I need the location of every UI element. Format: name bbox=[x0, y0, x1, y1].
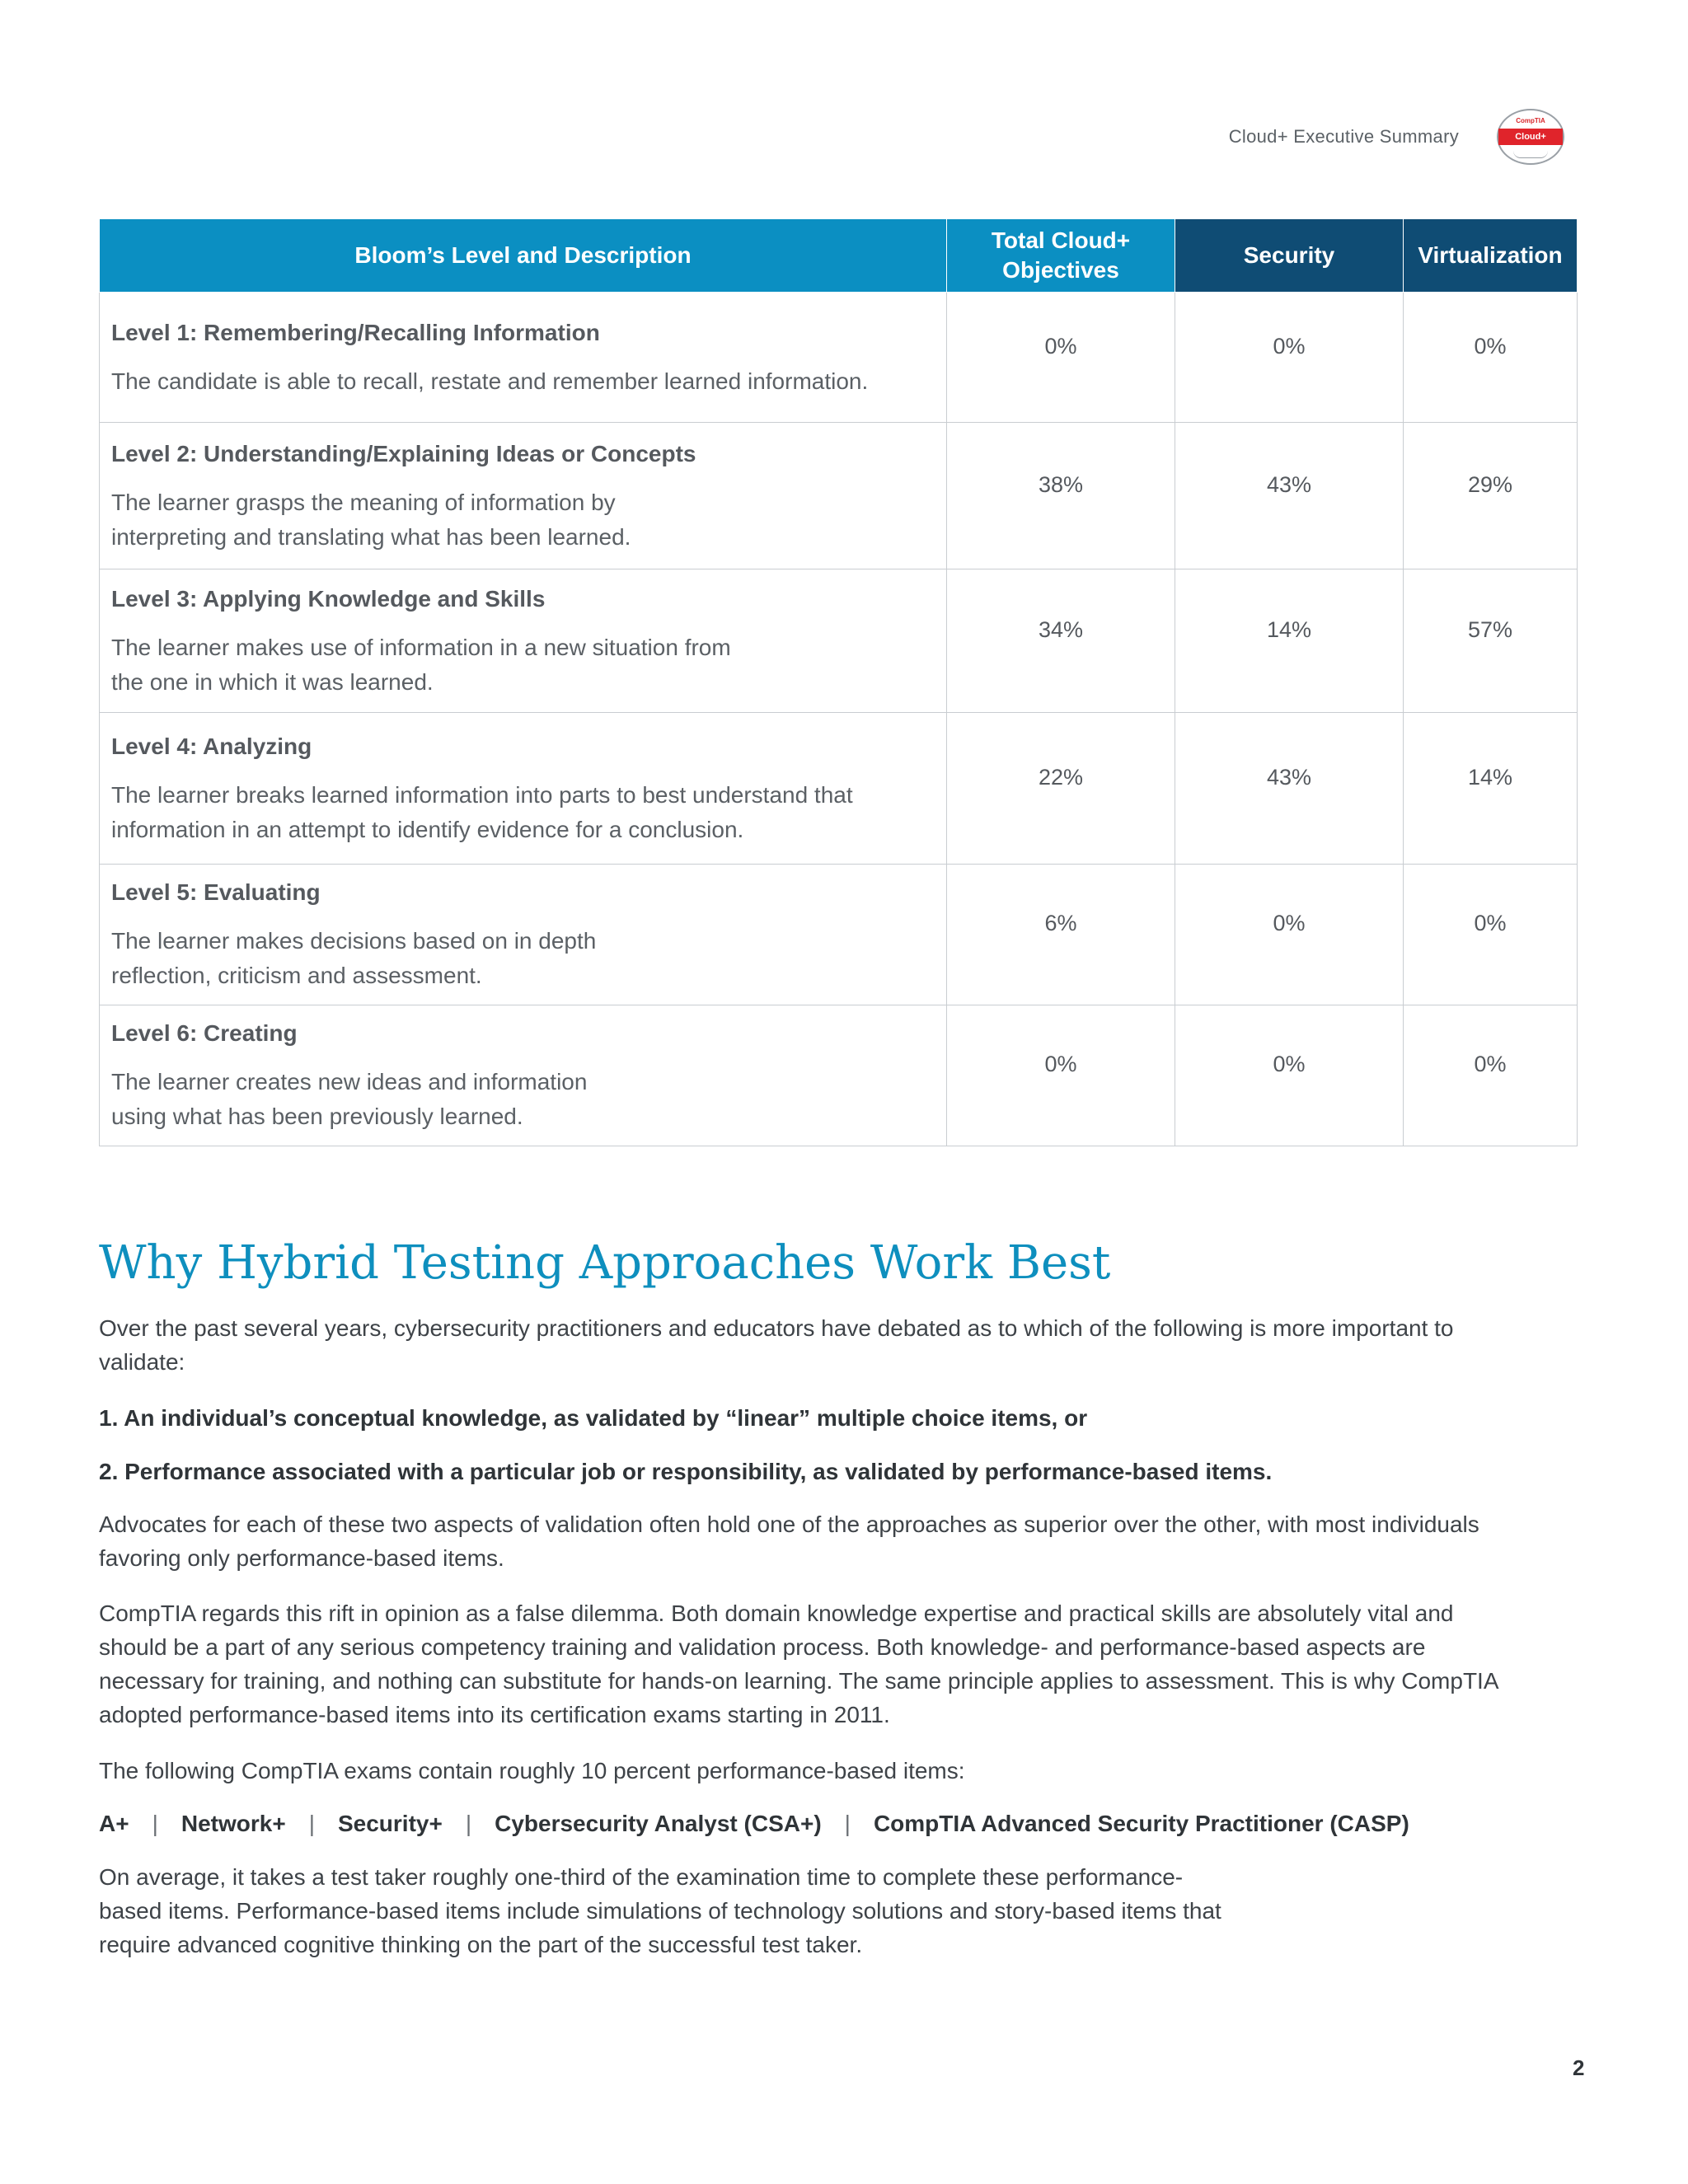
total-value: 6% bbox=[947, 865, 1175, 1005]
header-blooms-level: Bloom’s Level and Description bbox=[100, 219, 947, 293]
security-value: 43% bbox=[1175, 713, 1404, 865]
badge-top-text: CompTIA bbox=[1516, 117, 1545, 124]
paragraph-false-dilemma: CompTIA regards this rift in opinion as a false dilemma. Both domain knowledge expertise and practical skills are absolutely vital and should be a part of any serious competency training and validation process. Both knowledge- and performance-based aspects are necessary for training, and nothing can substitute for hands-on learning. The same principle applies to assessment. This is why CompTIA adopted performance-based items into its certification exams starting in 2011. bbox=[99, 1601, 1498, 1727]
header-title: Cloud+ Executive Summary bbox=[1228, 126, 1459, 147]
table-row bbox=[100, 865, 1578, 1005]
table-row bbox=[100, 423, 1578, 569]
level-title: Level 5: Evaluating bbox=[111, 879, 321, 905]
page-number: 2 bbox=[1573, 2055, 1585, 2080]
cloud-plus-badge-icon bbox=[1497, 109, 1564, 165]
header-security: Security bbox=[1175, 219, 1404, 293]
badge-ribbon: Cloud+ bbox=[1498, 129, 1563, 145]
level-description: The learner creates new ideas and information using what has been previously learned. bbox=[111, 1069, 588, 1129]
blooms-level-table bbox=[99, 218, 1578, 1146]
paragraph-advocates: Advocates for each of these two aspects of validation often hold one of the approaches as superior over the other, with most individuals favoring only performance-based items. bbox=[99, 1511, 1479, 1571]
exam-security-plus: Security+ bbox=[337, 1811, 443, 1836]
table-row bbox=[100, 1005, 1578, 1146]
list-item-conceptual: 1. An individual’s conceptual knowledge, as validated by “linear” multiple choice items, or bbox=[99, 1405, 1088, 1431]
table-row bbox=[100, 293, 1578, 423]
exam-network-plus: Network+ bbox=[181, 1811, 286, 1836]
section-title: Why Hybrid Testing Approaches Work Best bbox=[99, 1236, 1111, 1290]
table-header-row bbox=[100, 219, 1578, 293]
virtualization-value: 0% bbox=[1404, 865, 1578, 1005]
separator: | bbox=[308, 1811, 315, 1836]
level-title: Level 6: Creating bbox=[111, 1020, 298, 1046]
total-value: 38% bbox=[947, 423, 1175, 569]
virtualization-value: 14% bbox=[1404, 713, 1578, 865]
table-row bbox=[100, 569, 1578, 713]
separator: | bbox=[465, 1811, 472, 1836]
page-header bbox=[1229, 109, 1564, 165]
total-value: 22% bbox=[947, 713, 1175, 865]
header-total-objectives: Total Cloud+ Objectives bbox=[947, 219, 1175, 293]
level-description: The learner breaks learned information into parts to best understand that information in an attempt to identify evidence for a conclusion. bbox=[111, 781, 853, 842]
separator: | bbox=[844, 1811, 851, 1836]
security-value: 14% bbox=[1175, 569, 1404, 713]
table-row bbox=[100, 713, 1578, 865]
virtualization-value: 57% bbox=[1404, 569, 1578, 713]
security-value: 0% bbox=[1175, 865, 1404, 1005]
level-title: Level 4: Analyzing bbox=[111, 733, 312, 759]
virtualization-value: 0% bbox=[1404, 293, 1578, 423]
level-description: The learner makes use of information in a new situation from the one in which it was learned. bbox=[111, 634, 731, 695]
exam-a-plus: A+ bbox=[99, 1811, 129, 1836]
exam-list bbox=[99, 1807, 1484, 1840]
exam-csa-plus: Cybersecurity Analyst (CSA+) bbox=[495, 1811, 822, 1836]
level-title: Level 1: Remembering/Recalling Information bbox=[111, 319, 600, 345]
level-description: The learner grasps the meaning of information by interpreting and translating what has been learned. bbox=[111, 489, 631, 550]
exam-casp: CompTIA Advanced Security Practitioner (CASP) bbox=[873, 1811, 1409, 1836]
virtualization-value: 29% bbox=[1404, 423, 1578, 569]
total-value: 34% bbox=[947, 569, 1175, 713]
security-value: 43% bbox=[1175, 423, 1404, 569]
paragraph-intro: Over the past several years, cybersecurity practitioners and educators have debated as to which of the following is more important to validate: bbox=[99, 1315, 1454, 1375]
level-title: Level 3: Applying Knowledge and Skills bbox=[111, 585, 546, 612]
level-description: The learner makes decisions based on in depth reflection, criticism and assessment. bbox=[111, 928, 597, 988]
level-description: The candidate is able to recall, restate and remember learned information. bbox=[111, 368, 869, 394]
list-item-performance: 2. Performance associated with a particular job or responsibility, as validated by performance-based items. bbox=[99, 1459, 1273, 1484]
separator: | bbox=[152, 1811, 158, 1836]
total-value: 0% bbox=[947, 1005, 1175, 1146]
security-value: 0% bbox=[1175, 1005, 1404, 1146]
level-title: Level 2: Understanding/Explaining Ideas or Concepts bbox=[111, 440, 696, 466]
total-value: 0% bbox=[947, 293, 1175, 423]
paragraph-exams-intro: The following CompTIA exams contain roughly 10 percent performance-based items: bbox=[99, 1758, 965, 1783]
header-virtualization: Virtualization bbox=[1404, 219, 1578, 293]
paragraph-average-time: On average, it takes a test taker roughly one-third of the examination time to complete these performance-based items. Performance-based items include simulations of technology solutions and story-based items that require advanced cognitive thinking on the part of the successful test taker. bbox=[99, 1864, 1221, 1957]
security-value: 0% bbox=[1175, 293, 1404, 423]
virtualization-value: 0% bbox=[1404, 1005, 1578, 1146]
